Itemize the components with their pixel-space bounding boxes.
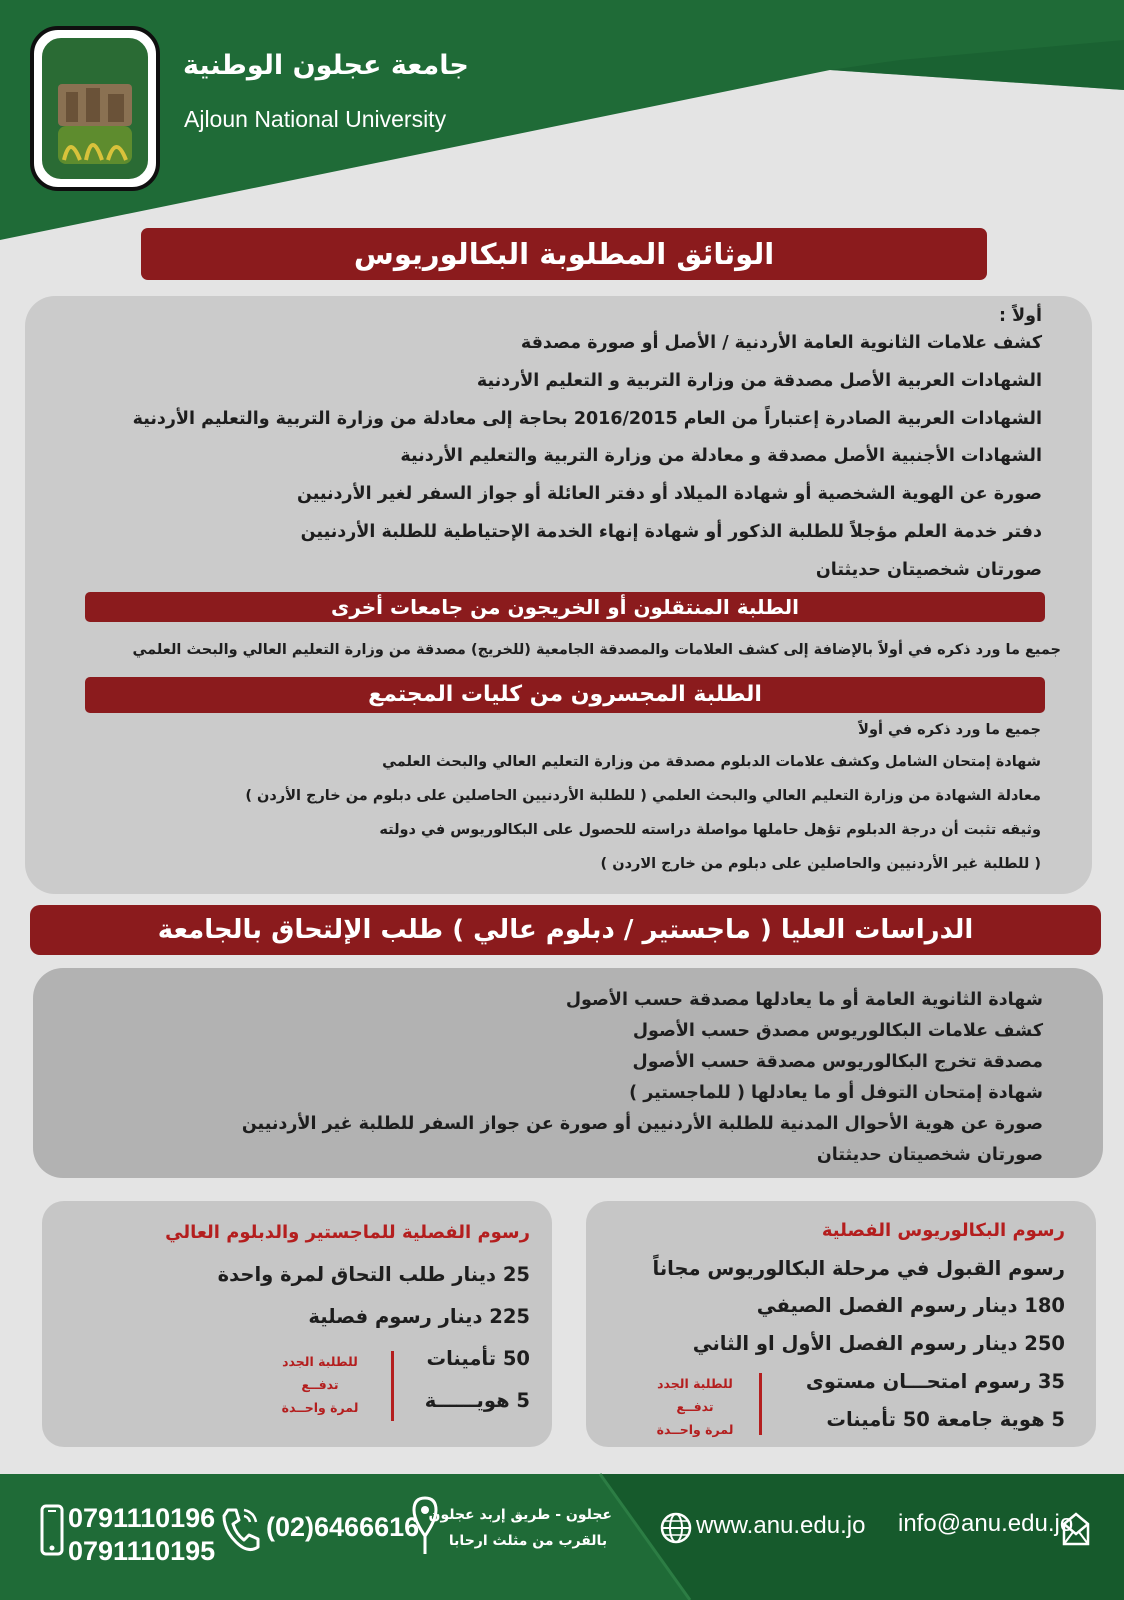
bachelor-fee-admission: رسوم القبول في مرحلة البكالوريوس مجاناً: [652, 1257, 1065, 1280]
graduate-item: صورة عن هوية الأحوال المدنية للطلبة الأردنيين أو صورة عن جواز السفر للطلبة غير الأردنيين: [241, 1114, 1043, 1134]
bridging-students-title: الطلبة المجسرون من كليات المجتمع: [85, 677, 1045, 713]
bachelor-fee-placement: 35 رسوم امتحـــان مستوى: [805, 1370, 1065, 1393]
red-divider: [759, 1373, 762, 1435]
red-divider: [391, 1351, 394, 1421]
graduate-studies-title: الدراسات العليا ( ماجستير / دبلوم عالي ) طلب الإلتحاق بالجامعة: [30, 905, 1101, 955]
graduate-fee-application: 25 دينار طلب التحاق لمرة واحدة: [217, 1263, 530, 1286]
graduate-item: صورتان شخصيتان حديثتان: [816, 1145, 1043, 1165]
bachelor-item: الشهادات الأجنبية الأصل مصدقة و معادلة من وزارة التربية والتعليم الأردنية: [400, 446, 1042, 466]
new-students-note: للطلبة الجدد تدفــع لمرة واحــدة: [281, 1354, 359, 1415]
bridging-item: ( للطلبة غير الأردنيين والحاصلين على دبلوم من خارج الاردن ): [600, 856, 1041, 872]
graduate-fee-deposit: 50 تأمينات: [426, 1347, 530, 1370]
bachelor-fees-title: رسوم البكالوريوس الفصلية: [821, 1220, 1065, 1241]
bachelor-item: كشف علامات الثانوية العامة الأردنية / الأصل أو صورة مصدقة: [520, 333, 1042, 353]
new-students-note: للطلبة الجدد تدفــع لمرة واحــدة: [656, 1376, 734, 1437]
bachelor-item: الشهادات العربية الصادرة إعتباراً من العام 2016/2015 بحاجة إلى معادلة من وزارة التربية والتعليم الأردنية: [132, 409, 1042, 429]
bridging-item: شهادة إمتحان الشامل وكشف علامات الدبلوم مصدقة من وزارة التعليم العالي والبحث العلمي: [382, 754, 1041, 770]
bachelor-documents-title: الوثائق المطلوبة البكالوريوس: [141, 228, 987, 280]
bridging-item: معادلة الشهادة من وزارة التعليم العالي والبحث العلمي ( للطلبة الأردنيين الحاصلين على دبلوم من خارج الأردن ): [245, 788, 1041, 804]
telephone-number[interactable]: (02)6466616: [266, 1512, 420, 1542]
bridging-item: وثيقه تثبت أن درجة الدبلوم تؤهل حاملها مواصلة دراسته للحصول على البكالوريوس في دولته: [379, 822, 1041, 838]
first-heading: أولاً :: [999, 306, 1042, 326]
contact-footer: [0, 1474, 1124, 1600]
bridging-item: جميع ما ورد ذكره في أولاً: [858, 722, 1041, 738]
mail-icon: [1062, 1512, 1090, 1546]
bachelor-fee-summer: 180 دينار رسوم الفصل الصيفي: [756, 1294, 1065, 1317]
mobile-number[interactable]: 0791110195: [68, 1536, 216, 1566]
transfer-students-title: الطلبة المنتقلون أو الخريجون من جامعات أخرى: [85, 592, 1045, 622]
graduate-item: كشف علامات البكالوريوس مصدق حسب الأصول: [632, 1021, 1043, 1041]
transfer-students-text: جميع ما ورد ذكره في أولاً بالإضافة إلى كشف العلامات والمصدقة الجامعية (للخريج) مصدقة من وزارة التعليم العالي والبحث العلمي: [132, 642, 1061, 658]
graduate-item: مصدقة تخرج البكالوريوس مصدقة حسب الأصول: [632, 1052, 1043, 1072]
mobile-phone-icon: [40, 1504, 64, 1556]
university-name-en: Ajloun National University: [184, 106, 447, 132]
graduate-fee-id-card: 5 هويــــــة: [424, 1389, 530, 1412]
bachelor-item: صورة عن الهوية الشخصية أو شهادة الميلاد أو دفتر العائلة أو جواز السفر لغير الأردنيين: [296, 484, 1042, 504]
bachelor-item: دفتر خدمة العلم مؤجلاً للطلبة الذكور أو شهادة إنهاء الخدمة الإحتياطية للطلبة الأردنيين: [300, 522, 1042, 542]
university-name-ar: جامعة عجلون الوطنية: [183, 50, 469, 81]
bachelor-item: صورتان شخصيتان حديثتان: [815, 560, 1042, 580]
bachelor-fee-card-deposit: 5 هوية جامعة 50 تأمينات: [826, 1408, 1065, 1431]
mobile-number[interactable]: 0791110196: [68, 1503, 216, 1533]
university-logo: [30, 26, 160, 191]
graduate-item: شهادة الثانوية العامة أو ما يعادلها مصدقة حسب الأصول: [565, 990, 1043, 1010]
graduate-fees-title: رسوم الفصلية للماجستير والدبلوم العالي: [165, 1222, 530, 1243]
bachelor-item: الشهادات العربية الأصل مصدقة من وزارة التربية و التعليم الأردنية: [476, 371, 1042, 391]
graduate-item: شهادة إمتحان التوفل أو ما يعادلها ( للماجستير ): [629, 1083, 1043, 1103]
website-link[interactable]: www.anu.edu.jo: [696, 1512, 866, 1539]
telephone-icon: [218, 1504, 260, 1554]
graduate-fee-semester: 225 دينار رسوم فصلية: [308, 1305, 530, 1328]
bachelor-fee-semester: 250 دينار رسوم الفصل الأول او الثاني: [692, 1332, 1065, 1355]
email-link[interactable]: info@anu.edu.jo: [898, 1510, 1074, 1537]
globe-icon: [660, 1512, 692, 1544]
address: عجلون - طريق إربد عجلون بالقرب من مثلث ارحابا: [428, 1507, 612, 1549]
